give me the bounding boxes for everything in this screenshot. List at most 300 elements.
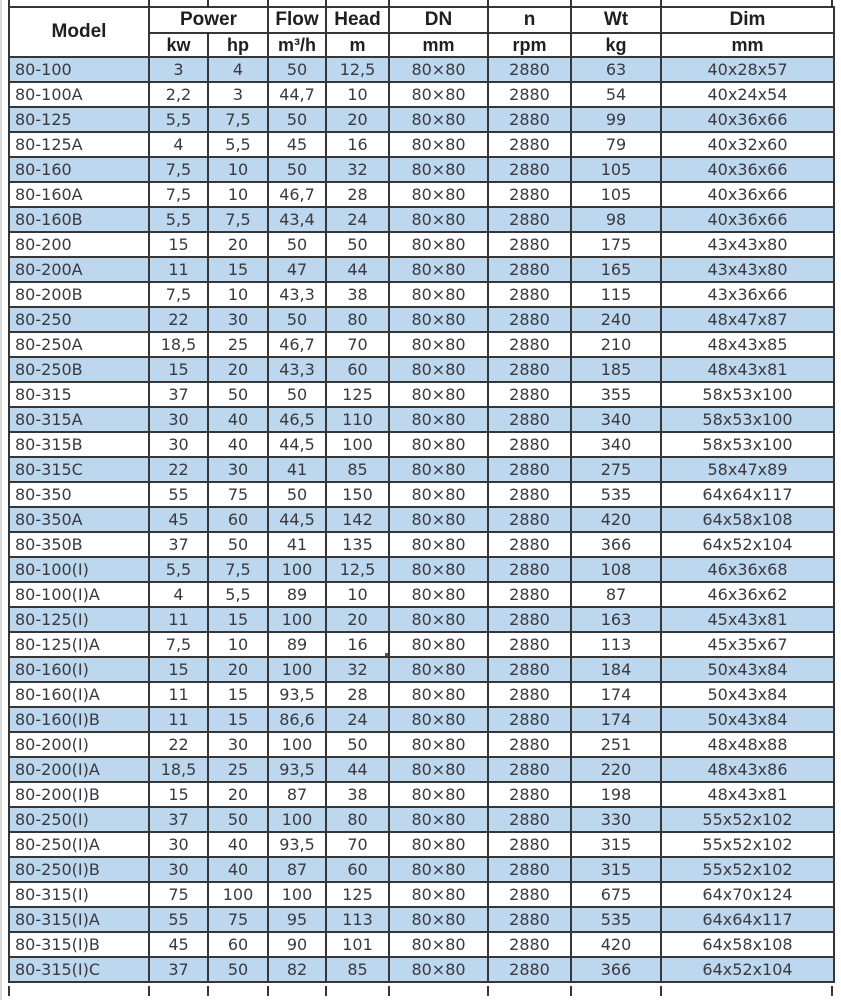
cell-hp[interactable]: 15: [208, 707, 268, 732]
cell-dim[interactable]: 64x64x117: [661, 907, 834, 932]
cell-rpm[interactable]: 2880: [488, 932, 571, 957]
cell-rpm[interactable]: 2880: [488, 157, 571, 182]
cell-model[interactable]: 80-160(I): [9, 657, 149, 682]
cell-dim[interactable]: 64x58x108: [661, 932, 834, 957]
cell-flow[interactable]: 90: [268, 932, 326, 957]
header-head[interactable]: Head: [326, 7, 389, 33]
cell-model[interactable]: 80-200: [9, 232, 149, 257]
cell-flow[interactable]: 87: [268, 857, 326, 882]
cell-dim[interactable]: 43x43x80: [661, 232, 834, 257]
cell-model[interactable]: 80-200(I): [9, 732, 149, 757]
cell-flow[interactable]: 93,5: [268, 757, 326, 782]
cell-dn[interactable]: 80×80: [389, 957, 488, 982]
cell-flow[interactable]: 100: [268, 657, 326, 682]
cell-dn[interactable]: 80×80: [389, 307, 488, 332]
cell-dn[interactable]: 80×80: [389, 257, 488, 282]
cell-rpm[interactable]: 2880: [488, 532, 571, 557]
cell-dn[interactable]: 80×80: [389, 507, 488, 532]
cell-wt[interactable]: 174: [571, 707, 661, 732]
cell-model[interactable]: 80-200(I)B: [9, 782, 149, 807]
cell-rpm[interactable]: 2880: [488, 57, 571, 82]
cell-flow[interactable]: 44,7: [268, 82, 326, 107]
header-unit-n[interactable]: rpm: [488, 33, 571, 57]
cell-head[interactable]: 20: [326, 107, 389, 132]
cell-kw[interactable]: 4: [149, 132, 208, 157]
cell-head[interactable]: 16: [326, 132, 389, 157]
cell-dn[interactable]: 80×80: [389, 82, 488, 107]
cell-rpm[interactable]: 2880: [488, 807, 571, 832]
cell-dim[interactable]: 64x58x108: [661, 507, 834, 532]
cell-hp[interactable]: 25: [208, 757, 268, 782]
cell-rpm[interactable]: 2880: [488, 182, 571, 207]
cell-rpm[interactable]: 2880: [488, 632, 571, 657]
cell-kw[interactable]: 7,5: [149, 182, 208, 207]
header-model[interactable]: Model: [9, 7, 149, 57]
cell-rpm[interactable]: 2880: [488, 332, 571, 357]
cell-wt[interactable]: 99: [571, 107, 661, 132]
header-power[interactable]: Power: [149, 7, 268, 33]
cell-model[interactable]: 80-100A: [9, 82, 149, 107]
cell-head[interactable]: 44: [326, 257, 389, 282]
cell-rpm[interactable]: 2880: [488, 707, 571, 732]
cell-dn[interactable]: 80×80: [389, 807, 488, 832]
cell-hp[interactable]: 15: [208, 682, 268, 707]
cell-dim[interactable]: 48x43x86: [661, 757, 834, 782]
cell-model[interactable]: 80-200A: [9, 257, 149, 282]
cell-model[interactable]: 80-350A: [9, 507, 149, 532]
cell-wt[interactable]: 240: [571, 307, 661, 332]
cell-rpm[interactable]: 2880: [488, 832, 571, 857]
cell-flow[interactable]: 43,3: [268, 357, 326, 382]
cell-rpm[interactable]: 2880: [488, 82, 571, 107]
cell-kw[interactable]: 11: [149, 707, 208, 732]
cell-kw[interactable]: 22: [149, 457, 208, 482]
cell-flow[interactable]: 86,6: [268, 707, 326, 732]
cell-model[interactable]: 80-125A: [9, 132, 149, 157]
cell-model[interactable]: 80-250B: [9, 357, 149, 382]
cell-flow[interactable]: 100: [268, 732, 326, 757]
cell-kw[interactable]: 15: [149, 782, 208, 807]
cell-flow[interactable]: 46,7: [268, 182, 326, 207]
cell-rpm[interactable]: 2880: [488, 907, 571, 932]
cell-kw[interactable]: 5,5: [149, 107, 208, 132]
cell-dim[interactable]: 48x48x88: [661, 732, 834, 757]
cell-model[interactable]: 80-160(I)A: [9, 682, 149, 707]
cell-dn[interactable]: 80×80: [389, 107, 488, 132]
cell-hp[interactable]: 7,5: [208, 207, 268, 232]
cell-dim[interactable]: 55x52x102: [661, 832, 834, 857]
cell-hp[interactable]: 7,5: [208, 557, 268, 582]
cell-kw[interactable]: 7,5: [149, 632, 208, 657]
cell-hp[interactable]: 60: [208, 932, 268, 957]
header-unit-dn[interactable]: mm: [389, 33, 488, 57]
cell-kw[interactable]: 22: [149, 307, 208, 332]
cell-head[interactable]: 44: [326, 757, 389, 782]
cell-kw[interactable]: 37: [149, 532, 208, 557]
header-unit-dim[interactable]: mm: [661, 33, 834, 57]
cell-rpm[interactable]: 2880: [488, 382, 571, 407]
cell-hp[interactable]: 75: [208, 907, 268, 932]
cell-hp[interactable]: 5,5: [208, 132, 268, 157]
cell-model[interactable]: 80-160B: [9, 207, 149, 232]
cell-model[interactable]: 80-160(I)B: [9, 707, 149, 732]
cell-dim[interactable]: 50x43x84: [661, 657, 834, 682]
cell-wt[interactable]: 105: [571, 182, 661, 207]
cell-head[interactable]: 32: [326, 657, 389, 682]
cell-dn[interactable]: 80×80: [389, 232, 488, 257]
cell-rpm[interactable]: 2880: [488, 257, 571, 282]
cell-dim[interactable]: 58x47x89: [661, 457, 834, 482]
cell-wt[interactable]: 175: [571, 232, 661, 257]
header-dn[interactable]: DN: [389, 7, 488, 33]
cell-head[interactable]: 24: [326, 207, 389, 232]
cell-dn[interactable]: 80×80: [389, 632, 488, 657]
cell-dim[interactable]: 58x53x100: [661, 382, 834, 407]
cell-kw[interactable]: 3: [149, 57, 208, 82]
cell-hp[interactable]: 25: [208, 332, 268, 357]
cell-model[interactable]: 80-200(I)A: [9, 757, 149, 782]
cell-model[interactable]: 80-315(I): [9, 882, 149, 907]
cell-kw[interactable]: 7,5: [149, 157, 208, 182]
cell-dim[interactable]: 40x36x66: [661, 207, 834, 232]
cell-dn[interactable]: 80×80: [389, 282, 488, 307]
cell-kw[interactable]: 4: [149, 582, 208, 607]
cell-flow[interactable]: 89: [268, 582, 326, 607]
cell-wt[interactable]: 105: [571, 157, 661, 182]
cell-wt[interactable]: 63: [571, 57, 661, 82]
cell-dn[interactable]: 80×80: [389, 182, 488, 207]
cell-model[interactable]: 80-100: [9, 57, 149, 82]
cell-model[interactable]: 80-125(I)A: [9, 632, 149, 657]
cell-kw[interactable]: 18,5: [149, 757, 208, 782]
cell-head[interactable]: 135: [326, 532, 389, 557]
cell-rpm[interactable]: 2880: [488, 232, 571, 257]
cell-hp[interactable]: 40: [208, 832, 268, 857]
cell-dim[interactable]: 45x35x67: [661, 632, 834, 657]
cell-flow[interactable]: 44,5: [268, 507, 326, 532]
cell-flow[interactable]: 46,5: [268, 407, 326, 432]
cell-dn[interactable]: 80×80: [389, 907, 488, 932]
cell-kw[interactable]: 30: [149, 857, 208, 882]
cell-hp[interactable]: 10: [208, 182, 268, 207]
cell-kw[interactable]: 11: [149, 682, 208, 707]
cell-head[interactable]: 113: [326, 907, 389, 932]
cell-dn[interactable]: 80×80: [389, 407, 488, 432]
cell-dn[interactable]: 80×80: [389, 157, 488, 182]
cell-head[interactable]: 28: [326, 682, 389, 707]
cell-wt[interactable]: 115: [571, 282, 661, 307]
cell-dn[interactable]: 80×80: [389, 57, 488, 82]
cell-model[interactable]: 80-315: [9, 382, 149, 407]
cell-model[interactable]: 80-250: [9, 307, 149, 332]
header-wt[interactable]: Wt: [571, 7, 661, 33]
cell-kw[interactable]: 5,5: [149, 207, 208, 232]
cell-dn[interactable]: 80×80: [389, 482, 488, 507]
cell-model[interactable]: 80-160: [9, 157, 149, 182]
cell-head[interactable]: 12,5: [326, 557, 389, 582]
cell-rpm[interactable]: 2880: [488, 882, 571, 907]
cell-hp[interactable]: 40: [208, 407, 268, 432]
cell-model[interactable]: 80-250A: [9, 332, 149, 357]
cell-kw[interactable]: 15: [149, 232, 208, 257]
cell-head[interactable]: 100: [326, 432, 389, 457]
cell-kw[interactable]: 7,5: [149, 282, 208, 307]
header-unit-kw[interactable]: kw: [149, 33, 208, 57]
cell-kw[interactable]: 55: [149, 907, 208, 932]
cell-flow[interactable]: 45: [268, 132, 326, 157]
header-unit-hp[interactable]: hp: [208, 33, 268, 57]
cell-dim[interactable]: 48x47x87: [661, 307, 834, 332]
cell-model[interactable]: 80-315(I)A: [9, 907, 149, 932]
cell-rpm[interactable]: 2880: [488, 507, 571, 532]
cell-rpm[interactable]: 2880: [488, 657, 571, 682]
cell-wt[interactable]: 198: [571, 782, 661, 807]
cell-hp[interactable]: 3: [208, 82, 268, 107]
cell-hp[interactable]: 75: [208, 482, 268, 507]
cell-head[interactable]: 101: [326, 932, 389, 957]
cell-hp[interactable]: 20: [208, 357, 268, 382]
cell-wt[interactable]: 165: [571, 257, 661, 282]
cell-rpm[interactable]: 2880: [488, 107, 571, 132]
cell-rpm[interactable]: 2880: [488, 782, 571, 807]
cell-wt[interactable]: 366: [571, 957, 661, 982]
cell-head[interactable]: 50: [326, 732, 389, 757]
cell-rpm[interactable]: 2880: [488, 207, 571, 232]
cell-kw[interactable]: 45: [149, 932, 208, 957]
cell-rpm[interactable]: 2880: [488, 732, 571, 757]
cell-flow[interactable]: 89: [268, 632, 326, 657]
cell-model[interactable]: 80-125(I): [9, 607, 149, 632]
cell-dn[interactable]: 80×80: [389, 132, 488, 157]
cell-head[interactable]: 38: [326, 282, 389, 307]
cell-model[interactable]: 80-250(I)A: [9, 832, 149, 857]
cell-head[interactable]: 80: [326, 807, 389, 832]
cell-dim[interactable]: 40x24x54: [661, 82, 834, 107]
header-unit-flow[interactable]: m³/h: [268, 33, 326, 57]
cell-flow[interactable]: 46,7: [268, 332, 326, 357]
cell-head[interactable]: 12,5: [326, 57, 389, 82]
cell-head[interactable]: 10: [326, 82, 389, 107]
cell-kw[interactable]: 55: [149, 482, 208, 507]
cell-dim[interactable]: 58x53x100: [661, 407, 834, 432]
cell-flow[interactable]: 93,5: [268, 682, 326, 707]
cell-model[interactable]: 80-100(I): [9, 557, 149, 582]
cell-flow[interactable]: 41: [268, 457, 326, 482]
cell-model[interactable]: 80-350: [9, 482, 149, 507]
cell-rpm[interactable]: 2880: [488, 857, 571, 882]
cell-dn[interactable]: 80×80: [389, 207, 488, 232]
cell-dn[interactable]: 80×80: [389, 832, 488, 857]
cell-wt[interactable]: 275: [571, 457, 661, 482]
selected-cell[interactable]: 16: [326, 632, 389, 657]
cell-wt[interactable]: 420: [571, 507, 661, 532]
cell-hp[interactable]: 10: [208, 282, 268, 307]
cell-head[interactable]: 24: [326, 707, 389, 732]
cell-dim[interactable]: 48x43x81: [661, 782, 834, 807]
cell-hp[interactable]: 50: [208, 382, 268, 407]
cell-kw[interactable]: 37: [149, 807, 208, 832]
cell-kw[interactable]: 15: [149, 657, 208, 682]
cell-rpm[interactable]: 2880: [488, 557, 571, 582]
cell-dn[interactable]: 80×80: [389, 607, 488, 632]
cell-wt[interactable]: 108: [571, 557, 661, 582]
cell-dim[interactable]: 58x53x100: [661, 432, 834, 457]
cell-dim[interactable]: 46x36x68: [661, 557, 834, 582]
cell-rpm[interactable]: 2880: [488, 582, 571, 607]
cell-hp[interactable]: 20: [208, 657, 268, 682]
cell-head[interactable]: 50: [326, 232, 389, 257]
cell-flow[interactable]: 43,3: [268, 282, 326, 307]
cell-head[interactable]: 80: [326, 307, 389, 332]
cell-model[interactable]: 80-200B: [9, 282, 149, 307]
cell-dn[interactable]: 80×80: [389, 582, 488, 607]
cell-rpm[interactable]: 2880: [488, 432, 571, 457]
cell-hp[interactable]: 30: [208, 307, 268, 332]
cell-head[interactable]: 110: [326, 407, 389, 432]
cell-wt[interactable]: 98: [571, 207, 661, 232]
cell-rpm[interactable]: 2880: [488, 357, 571, 382]
cell-hp[interactable]: 20: [208, 782, 268, 807]
cell-dim[interactable]: 40x36x66: [661, 182, 834, 207]
cell-head[interactable]: 142: [326, 507, 389, 532]
cell-wt[interactable]: 113: [571, 632, 661, 657]
cell-wt[interactable]: 340: [571, 407, 661, 432]
cell-dn[interactable]: 80×80: [389, 457, 488, 482]
cell-hp[interactable]: 15: [208, 607, 268, 632]
cell-dim[interactable]: 40x36x66: [661, 157, 834, 182]
cell-dim[interactable]: 64x52x104: [661, 957, 834, 982]
cell-model[interactable]: 80-250(I)B: [9, 857, 149, 882]
cell-dn[interactable]: 80×80: [389, 557, 488, 582]
cell-model[interactable]: 80-100(I)A: [9, 582, 149, 607]
cell-wt[interactable]: 315: [571, 857, 661, 882]
cell-flow[interactable]: 47: [268, 257, 326, 282]
cell-model[interactable]: 80-315A: [9, 407, 149, 432]
cell-kw[interactable]: 5,5: [149, 557, 208, 582]
cell-dn[interactable]: 80×80: [389, 857, 488, 882]
cell-dim[interactable]: 46x36x62: [661, 582, 834, 607]
cell-wt[interactable]: 184: [571, 657, 661, 682]
cell-flow[interactable]: 43,4: [268, 207, 326, 232]
cell-rpm[interactable]: 2880: [488, 282, 571, 307]
cell-dim[interactable]: 40x32x60: [661, 132, 834, 157]
cell-head[interactable]: 20: [326, 607, 389, 632]
cell-flow[interactable]: 50: [268, 157, 326, 182]
cell-rpm[interactable]: 2880: [488, 482, 571, 507]
cell-hp[interactable]: 60: [208, 507, 268, 532]
cell-flow[interactable]: 100: [268, 882, 326, 907]
cell-head[interactable]: 32: [326, 157, 389, 182]
cell-dn[interactable]: 80×80: [389, 357, 488, 382]
cell-kw[interactable]: 11: [149, 257, 208, 282]
cell-hp[interactable]: 20: [208, 232, 268, 257]
cell-dn[interactable]: 80×80: [389, 732, 488, 757]
cell-dim[interactable]: 50x43x84: [661, 682, 834, 707]
cell-wt[interactable]: 355: [571, 382, 661, 407]
cell-hp[interactable]: 40: [208, 432, 268, 457]
header-n[interactable]: n: [488, 7, 571, 33]
cell-model[interactable]: 80-350B: [9, 532, 149, 557]
cell-rpm[interactable]: 2880: [488, 407, 571, 432]
cell-hp[interactable]: 4: [208, 57, 268, 82]
cell-head[interactable]: 10: [326, 582, 389, 607]
cell-flow[interactable]: 100: [268, 607, 326, 632]
cell-head[interactable]: 85: [326, 957, 389, 982]
cell-dim[interactable]: 64x64x117: [661, 482, 834, 507]
cell-wt[interactable]: 330: [571, 807, 661, 832]
cell-dn[interactable]: 80×80: [389, 657, 488, 682]
cell-kw[interactable]: 30: [149, 832, 208, 857]
cell-hp[interactable]: 7,5: [208, 107, 268, 132]
cell-dn[interactable]: 80×80: [389, 532, 488, 557]
cell-wt[interactable]: 220: [571, 757, 661, 782]
cell-kw[interactable]: 75: [149, 882, 208, 907]
cell-rpm[interactable]: 2880: [488, 607, 571, 632]
cell-dim[interactable]: 48x43x85: [661, 332, 834, 357]
cell-dn[interactable]: 80×80: [389, 757, 488, 782]
cell-rpm[interactable]: 2880: [488, 457, 571, 482]
cell-wt[interactable]: 87: [571, 582, 661, 607]
cell-wt[interactable]: 54: [571, 82, 661, 107]
cell-head[interactable]: 125: [326, 382, 389, 407]
header-flow[interactable]: Flow: [268, 7, 326, 33]
cell-head[interactable]: 70: [326, 332, 389, 357]
cell-wt[interactable]: 251: [571, 732, 661, 757]
cell-dim[interactable]: 55x52x102: [661, 807, 834, 832]
cell-head[interactable]: 38: [326, 782, 389, 807]
cell-hp[interactable]: 50: [208, 532, 268, 557]
cell-dn[interactable]: 80×80: [389, 882, 488, 907]
cell-model[interactable]: 80-250(I): [9, 807, 149, 832]
cell-flow[interactable]: 100: [268, 807, 326, 832]
cell-kw[interactable]: 18,5: [149, 332, 208, 357]
cell-kw[interactable]: 45: [149, 507, 208, 532]
cell-wt[interactable]: 420: [571, 932, 661, 957]
cell-hp[interactable]: 50: [208, 957, 268, 982]
cell-dn[interactable]: 80×80: [389, 332, 488, 357]
cell-model[interactable]: 80-160A: [9, 182, 149, 207]
cell-flow[interactable]: 44,5: [268, 432, 326, 457]
cell-model[interactable]: 80-315(I)B: [9, 932, 149, 957]
cell-hp[interactable]: 40: [208, 857, 268, 882]
cell-dim[interactable]: 40x28x57: [661, 57, 834, 82]
cell-wt[interactable]: 174: [571, 682, 661, 707]
cell-wt[interactable]: 535: [571, 482, 661, 507]
cell-head[interactable]: 125: [326, 882, 389, 907]
cell-wt[interactable]: 340: [571, 432, 661, 457]
cell-head[interactable]: 60: [326, 357, 389, 382]
cell-rpm[interactable]: 2880: [488, 682, 571, 707]
cell-wt[interactable]: 163: [571, 607, 661, 632]
cell-dim[interactable]: 64x52x104: [661, 532, 834, 557]
cell-wt[interactable]: 366: [571, 532, 661, 557]
cell-hp[interactable]: 30: [208, 457, 268, 482]
cell-dn[interactable]: 80×80: [389, 682, 488, 707]
cell-dn[interactable]: 80×80: [389, 782, 488, 807]
cell-rpm[interactable]: 2880: [488, 132, 571, 157]
cell-wt[interactable]: 185: [571, 357, 661, 382]
cell-dn[interactable]: 80×80: [389, 382, 488, 407]
cell-flow[interactable]: 50: [268, 57, 326, 82]
cell-model[interactable]: 80-315C: [9, 457, 149, 482]
cell-kw[interactable]: 30: [149, 407, 208, 432]
cell-rpm[interactable]: 2880: [488, 957, 571, 982]
cell-head[interactable]: 70: [326, 832, 389, 857]
cell-kw[interactable]: 2,2: [149, 82, 208, 107]
cell-flow[interactable]: 95: [268, 907, 326, 932]
cell-head[interactable]: 85: [326, 457, 389, 482]
cell-hp[interactable]: 10: [208, 157, 268, 182]
